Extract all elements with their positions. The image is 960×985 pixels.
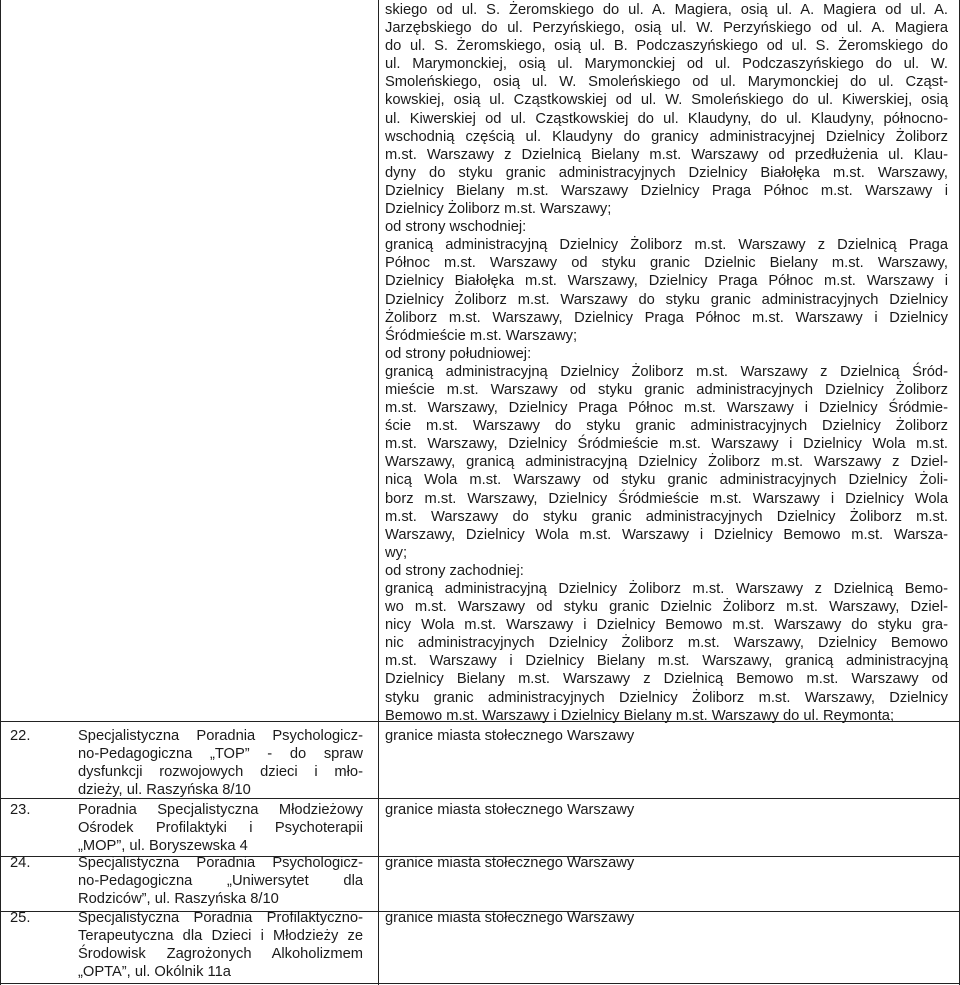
institution-name: [78, 727, 363, 799]
boundary-text-line: Warszawy, Dzielnicy Wola m.st. Warszawy i Dzielnicy Bemowo m.st. Warsza-: [385, 526, 948, 543]
row-number: 25.: [10, 910, 31, 926]
name-line: Specjalistyczna Poradnia Psychologicz-: [78, 728, 363, 744]
boundary-text-line: Dzielnicy Żoliborz m.st. Warszawy do styku granic administracyjnych Dzielnicy: [385, 291, 948, 308]
boundary-text-line: nicy Wola m.st. Warszawy i Dzielnicy Bemowo m.st. Warszawy do styku gra-: [385, 617, 948, 634]
table-border-left: [0, 0, 1, 985]
boundary-text-line: dyny do styku granic administracyjnych Dzielnicy Białołęka m.st. Warszawy,: [385, 164, 948, 181]
boundary-text-line: ul. Marymonckiej, osią ul. Marymonckiej od ul. Podczaszyńskiego do ul. W.: [385, 56, 948, 73]
name-line: „OPTA”, ul. Okólnik 11a: [78, 964, 231, 980]
boundary-text-line: Bemowo m.st. Warszawy i Dzielnicy Bielany m.st. Warszawy do ul. Reymonta;: [385, 707, 895, 724]
row-divider: [0, 983, 960, 984]
boundary-text-line: od strony zachodniej:: [385, 562, 524, 579]
boundary-text-line: m.st. Warszawy i Dzielnicy Bielany m.st. Warszawy, granicą administracyjną: [385, 653, 948, 670]
table-column-divider: [378, 0, 379, 985]
boundary-text-line: Dzielnicy Białołęka m.st. Warszawy, Dzielnicy Praga Północ m.st. Warszawy i: [385, 273, 948, 290]
boundary-text-line: borz m.st. Warszawy, Dzielnicy Śródmieście m.st. Warszawy i Dzielnicy Wola: [385, 490, 948, 507]
name-line: Rodziców”, ul. Raszyńska 8/10: [78, 891, 279, 907]
boundary-text-line: granicą administracyjną Dzielnicy Żoliborz m.st. Warszawy z Dzielnicą Bemo-: [385, 581, 948, 597]
name-line: Ośrodek Profilaktyki i Psychoterapii: [78, 820, 363, 836]
name-line: „MOP”, ul. Boryszewska 4: [78, 838, 248, 854]
service-area: granice miasta stołecznego Warszawy: [385, 728, 635, 744]
boundary-text-line: ście m.st. Warszawy do styku granic administracyjnych Dzielnicy Żoliborz: [385, 418, 948, 435]
name-line: Terapeutyczna dla Dzieci i Młodzieży ze: [78, 928, 363, 944]
boundary-text-line: m.st. Warszawy, Dzielnicy Praga Północ m.st. Warszawy i Dzielnicy Śródmie-: [385, 400, 948, 417]
boundary-text-line: styku granic administracyjnych Dzielnicy Żoliborz m.st. Warszawy, Dzielnicy: [385, 689, 948, 706]
name-line: no-Pedagogiczna „Uniwersytet dla: [78, 873, 363, 889]
boundary-text-line: mieście m.st. Warszawy od styku granic administracyjnych Dzielnicy Żoliborz: [385, 381, 948, 398]
boundary-text-line: ul. Kiwerskiej od ul. Cząstkowskiej do ul. Klaudyny, do ul. Klaudyny, północno-: [385, 110, 948, 127]
boundary-text-line: skiego od ul. S. Żeromskiego do ul. A. Magiera, osią ul. A. Magiera od ul. A.: [385, 2, 948, 18]
boundary-text-line: m.st. Warszawy do styku granic administracyjnych Dzielnicy Żoliborz m.st.: [385, 508, 948, 525]
boundary-text-line: nicą Wola m.st. Warszawy od styku granic administracyjnych Dzielnicy Żoli-: [385, 472, 948, 489]
row-number: 23.: [10, 802, 31, 818]
row-number: 24.: [10, 855, 31, 871]
row-number: 22.: [10, 728, 31, 744]
boundary-text-line: wo m.st. Warszawy od styku granic Dzielnic Żoliborz m.st. Warszawy, Dziel-: [385, 599, 948, 616]
service-area: granice miasta stołecznego Warszawy: [385, 910, 635, 926]
boundary-text-line: m.st. Warszawy, Dzielnicy Śródmieście m.st. Warszawy i Dzielnicy Wola m.st.: [385, 436, 948, 453]
boundary-text-line: Żoliborz m.st. Warszawy, Dzielnicy Praga Północ m.st. Warszawy i Dzielnicy: [385, 309, 948, 326]
institution-name: [78, 909, 363, 981]
boundary-text-line: od strony południowej:: [385, 345, 532, 362]
boundary-text-line: Dzielnicy Bielany m.st. Warszawy z Dzielnicą Bemowo m.st. Warszawy od: [385, 671, 948, 688]
boundary-text-line: od strony wschodniej:: [385, 219, 527, 236]
boundary-text-line: Jarzębskiego do ul. Perzyńskiego, osią ul. W. Perzyńskiego od ul. A. Magiera: [385, 20, 948, 37]
boundary-text-line: kowskiej, osią ul. Cząstkowskiej od ul. W. Smoleńskiego do ul. Kiwerskiej, osią: [385, 92, 948, 109]
boundary-text-line: Północ m.st. Warszawy od styku granic Dzielnic Bielany m.st. Warszawy,: [385, 255, 948, 272]
name-line: dysfunkcji rozwojowych dzieci i mło-: [78, 764, 363, 780]
name-line: Poradnia Specjalistyczna Młodzieżowy: [78, 802, 363, 818]
boundary-text-line: granicą administracyjną Dzielnicy Żoliborz m.st. Warszawy z Dzielnicą Śród-: [385, 363, 948, 380]
service-area: granice miasta stołecznego Warszawy: [385, 855, 635, 871]
boundary-text-line: Śródmieście m.st. Warszawy;: [385, 327, 578, 344]
name-line: no-Pedagogiczna „TOP” - do spraw: [78, 746, 363, 762]
name-line: Specjalistyczna Poradnia Profilaktyczno-: [78, 910, 363, 926]
boundary-text-line: wy;: [385, 544, 408, 561]
boundary-text-line: Dzielnicy Żoliborz m.st. Warszawy;: [385, 201, 612, 218]
boundary-text-line: do ul. S. Żeromskiego, osią ul. B. Podczaszyńskiego od ul. S. Żeromskiego do: [385, 38, 948, 55]
service-area: granice miasta stołecznego Warszawy: [385, 802, 635, 818]
boundary-text-line: Warszawy, granicą administracyjną Dzielnicy Żoliborz m.st. Warszawy z Dziel-: [385, 454, 948, 471]
name-line: dzieży, ul. Raszyńska 8/10: [78, 782, 251, 798]
name-line: Środowisk Zagrożonych Alkoholizmem: [78, 946, 363, 962]
boundary-text-line: m.st. Warszawy z Dzielnicą Bielany m.st. Warszawy od przedłużenia ul. Klau-: [385, 146, 948, 163]
district-boundary-description: [385, 1, 948, 725]
institution-name: [78, 854, 363, 908]
boundary-text-line: Dzielnicy Bielany m.st. Warszawy Dzielnicy Praga Północ m.st. Warszawy i: [385, 182, 948, 199]
boundary-text-line: wschodnią częścią ul. Klaudyny do granicy administracyjnej Dzielnicy Żoliborz: [385, 128, 948, 145]
boundary-text-line: Smoleńskiego, osią ul. W. Smoleńskiego od ul. Marymonckiej do ul. Cząst-: [385, 74, 948, 91]
boundary-text-line: granicą administracyjną Dzielnicy Żoliborz m.st. Warszawy z Dzielnicą Praga: [385, 237, 948, 254]
name-line: Specjalistyczna Poradnia Psychologicz-: [78, 855, 363, 871]
institution-name: [78, 801, 363, 855]
boundary-text-line: nic administracyjnych Dzielnicy Żoliborz m.st. Warszawy, Dzielnicy Bemowo: [385, 635, 948, 652]
